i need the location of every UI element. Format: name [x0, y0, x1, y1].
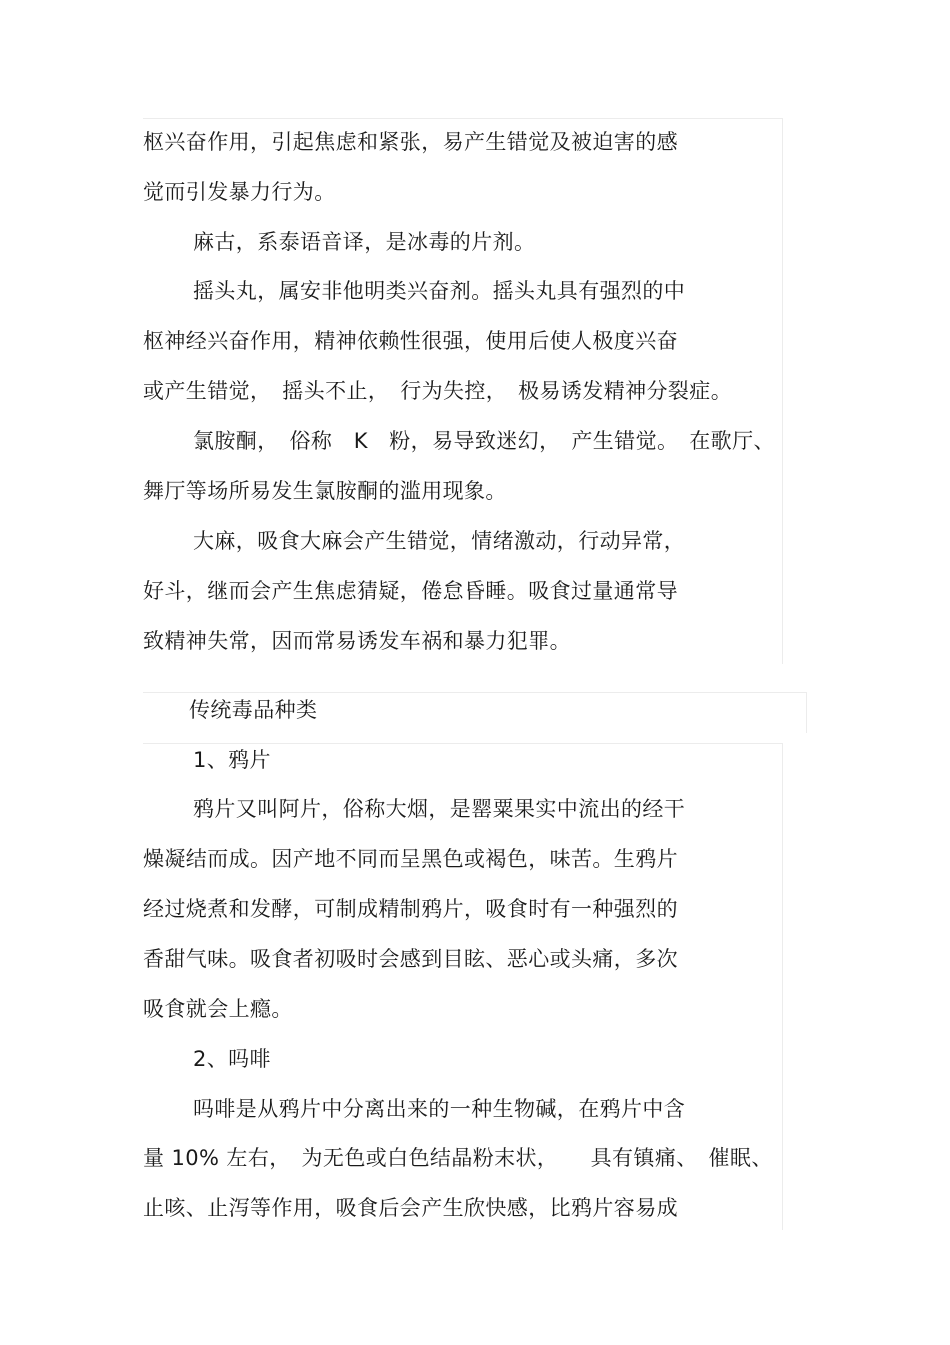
- paragraph-line: 香甜气味。吸食者初吸时会感到目眩、恶心或头痛，多次: [143, 947, 678, 971]
- paragraph-line: 氯胺酮， 俗称 K 粉，易导致迷幻， 产生错觉。 在歌厅、: [193, 429, 775, 453]
- paragraph-line: 麻古，系泰语音译，是冰毒的片剂。: [193, 230, 536, 254]
- section-heading: 传统毒品种类: [189, 698, 318, 722]
- paragraph-line: 觉而引发暴力行为。: [143, 180, 336, 204]
- item-heading-morphine: 2、吗啡: [193, 1047, 271, 1071]
- paragraph-line: 枢神经兴奋作用，精神依赖性很强，使用后使人极度兴奋: [143, 329, 678, 353]
- paragraph-line: 量 10% 左右， 为无色或白色结晶粉末状， 具有镇痛、 催眠、: [143, 1146, 773, 1170]
- paragraph-line: 摇头丸，属安非他明类兴奋剂。摇头丸具有强烈的中: [193, 279, 686, 303]
- paragraph-line: 经过烧煮和发酵，可制成精制鸦片，吸食时有一种强烈的: [143, 897, 678, 921]
- paragraph-line: 或产生错觉， 摇头不止， 行为失控， 极易诱发精神分裂症。: [143, 379, 733, 403]
- paragraph-line: 枢兴奋作用，引起焦虑和紧张，易产生错觉及被迫害的感: [143, 130, 678, 154]
- paragraph-line: 好斗，继而会产生焦虑猜疑，倦怠昏睡。吸食过量通常导: [143, 579, 678, 603]
- item-heading-opium: 1、鸦片: [193, 748, 271, 772]
- paragraph-line: 致精神失常，因而常易诱发车祸和暴力犯罪。: [143, 629, 571, 653]
- paragraph-line: 大麻，吸食大麻会产生错觉，情绪激动，行动异常，: [193, 529, 686, 553]
- section-heading-block: [143, 692, 807, 733]
- paragraph-line: 止咳、止泻等作用，吸食后会产生欣快感，比鸦片容易成: [143, 1196, 678, 1220]
- text-block-traditional-drugs: [143, 743, 783, 1230]
- paragraph-line: 吗啡是从鸦片中分离出来的一种生物碱，在鸦片中含: [193, 1097, 686, 1121]
- paragraph-line: 吸食就会上瘾。: [143, 997, 293, 1021]
- paragraph-line: 舞厅等场所易发生氯胺酮的滥用现象。: [143, 479, 507, 503]
- text-block-stimulants: [143, 118, 783, 664]
- paragraph-line: 燥凝结而成。因产地不同而呈黑色或褐色，味苦。生鸦片: [143, 847, 678, 871]
- paragraph-line: 鸦片又叫阿片，俗称大烟，是罂粟果实中流出的经干: [193, 797, 686, 821]
